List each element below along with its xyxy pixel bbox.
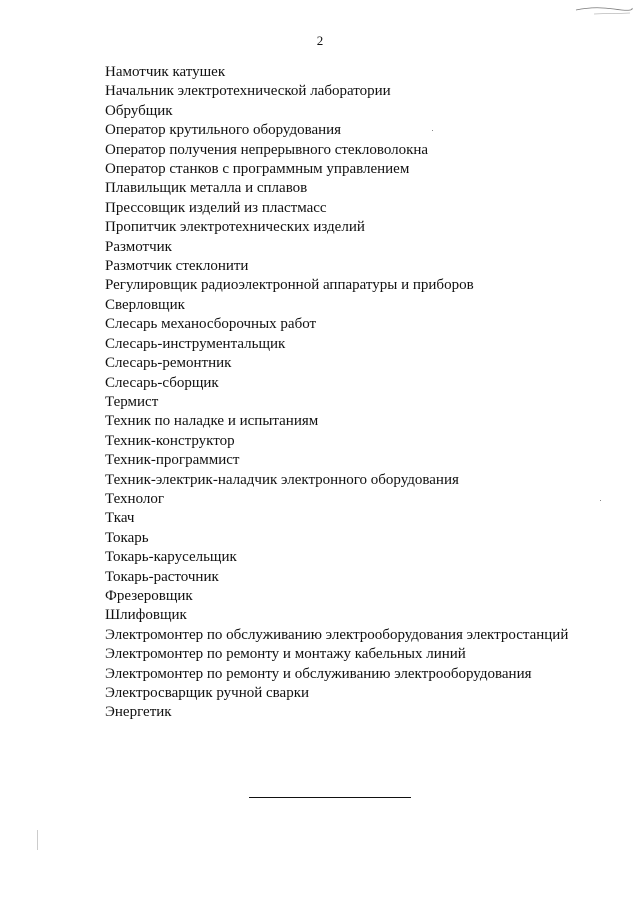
scan-speck [432,130,433,131]
list-item: Оператор станков с программным управлением [105,161,410,178]
list-item: Токарь [105,529,149,546]
scan-corner-mark [574,4,634,18]
list-item: Технолог [105,490,165,507]
list-item: Электромонтер по ремонту и обслуживанию электрооборудования [105,665,532,682]
list-item: Техник-конструктор [105,432,235,449]
profession-list [85,63,605,723]
list-item: Оператор получения непрерывного стекловолокна [105,141,429,158]
list-item: Токарь-карусельщик [105,549,237,566]
list-item: Плавильщик металла и сплавов [105,180,308,197]
list-item: Слесарь механосборочных работ [105,316,317,333]
list-item: Энергетик [105,704,172,721]
scan-speck [37,830,38,850]
list-item: Фрезеровщик [105,587,193,604]
list-item: Электросварщик ручной сварки [105,685,310,701]
list-item: Размотчик стеклонити [105,258,249,275]
list-item: Начальник электротехнической лаборатории [105,83,391,100]
list-item: Шлифовщик [105,607,187,624]
scan-speck [600,500,601,501]
list-item: Электромонтер по обслуживанию электрооборудования электростанций [105,626,569,643]
list-item: Намотчик катушек [105,64,226,80]
list-item: Пропитчик электротехнических изделий [105,219,365,236]
list-item: Слесарь-ремонтник [105,355,232,372]
list-item: Прессовщик изделий из пластмасс [105,199,327,216]
list-item: Слесарь-инструментальщик [105,335,286,352]
list-item: Ткач [105,510,135,527]
list-item: Техник-электрик-наладчик электронного оборудования [105,471,459,488]
list-item: Токарь-расточник [105,568,219,585]
list-item: Размотчик [105,238,172,255]
list-item: Оператор крутильного оборудования [105,122,342,139]
list-item: Сверловщик [105,296,185,313]
list-item: Регулировщик радиоэлектронной аппаратуры и приборов [105,277,474,294]
end-rule-divider [249,797,411,798]
list-item: Электромонтер по ремонту и монтажу кабельных линий [105,646,466,663]
page-number: 2 [316,33,324,48]
list-item: Техник по наладке и испытаниям [105,413,319,430]
list-item: Термист [105,393,159,410]
list-item: Техник-программист [105,452,240,469]
list-item: Обрубщик [105,102,173,119]
list-item: Слесарь-сборщик [105,374,219,391]
